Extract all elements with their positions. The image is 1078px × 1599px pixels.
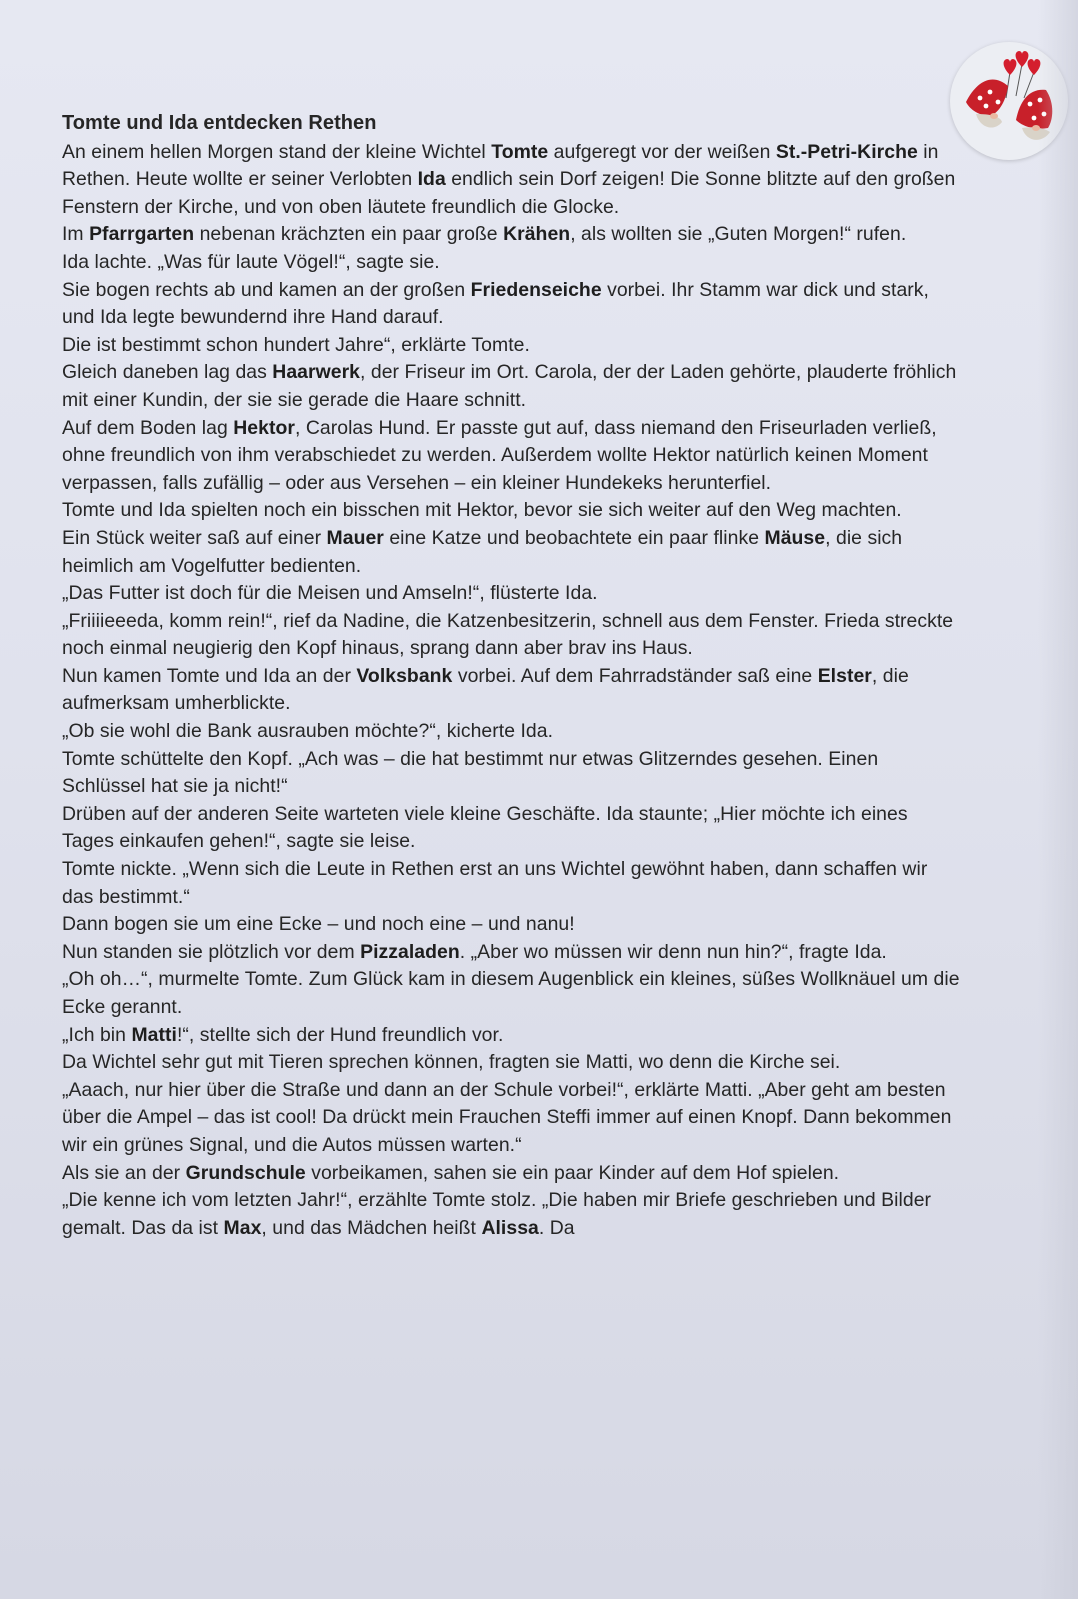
text-run: , als wollten sie „Guten Morgen!“ rufen. (570, 223, 907, 246)
story-paragraph (62, 332, 962, 360)
story-paragraph (62, 1022, 962, 1050)
story-paragraph (62, 856, 962, 911)
text-run: „Friiiieeeda, komm rein!“, rief da Nadine, die Katzenbesitzerin, schnell aus dem Fenster. Frieda streckte noch einmal neugierig den Kopf hinaus, sprang dann aber brav ins Haus. (62, 609, 954, 660)
highlighted-term: St.-Petri-Kirche (775, 140, 918, 163)
text-run: vorbei. Ihr Stamm war dick und stark, und Ida legte bewundernd ihre Hand darauf. (62, 278, 929, 329)
text-run: An einem hellen Morgen stand der kleine Wichtel (62, 140, 492, 163)
text-run: „Das Futter ist doch für die Meisen und Amseln!“, flüsterte Ida. (62, 582, 598, 605)
text-run: Auf dem Boden lag (62, 416, 234, 439)
highlighted-term: Matti (131, 1023, 177, 1046)
highlighted-term: Volksbank (356, 664, 453, 687)
highlighted-term: Alissa (481, 1216, 539, 1239)
highlighted-term: Tomte (491, 140, 549, 163)
text-run: Nun standen sie plötzlich vor dem (62, 940, 361, 963)
highlighted-term: Elster (817, 664, 872, 687)
story-paragraph (62, 497, 962, 525)
text-run: „Oh oh…“, murmelte Tomte. Zum Glück kam in diesem Augenblick ein kleines, süßes Wollknäuel um die Ecke gerannt. (62, 968, 960, 1018)
text-run: in Rethen. Heute wollte er seiner Verlobten (62, 140, 939, 191)
text-run: Ida lachte. „Was für laute Vögel!“, sagte sie. (62, 250, 440, 273)
story-paragraph (62, 663, 962, 718)
text-run: Nun kamen Tomte und Ida an der (62, 664, 357, 687)
text-run: Im (62, 223, 90, 246)
text-run: , und das Mädchen heißt (261, 1216, 482, 1239)
highlighted-term: Max (223, 1216, 262, 1239)
story-paragraph (62, 139, 962, 222)
highlighted-term: Mauer (326, 526, 384, 549)
text-run: , der Friseur im Ort. Carola, der der Laden gehörte, plauderte fröhlich mit einer Kundin, der sie sie gerade die Haare schnitt. (62, 361, 957, 411)
text-run: endlich sein Dorf zeigen! Die Sonne blitzte auf den großen Fenstern der Kirche, und von oben läutete freundlich die Glocke. (62, 168, 956, 218)
story-paragraph (62, 939, 962, 967)
story-paragraph (62, 1160, 962, 1188)
story-paragraph (62, 1187, 962, 1242)
highlighted-term: Friedenseiche (470, 278, 602, 301)
text-run: Dann bogen sie um eine Ecke – und noch eine – und nanu! (62, 913, 575, 936)
story-paragraph (62, 249, 962, 277)
gnome-couple-with-hearts-icon (950, 42, 1068, 160)
story-paragraph (62, 359, 962, 414)
text-run: Tomte nickte. „Wenn sich die Leute in Rethen erst an uns Wichtel gewöhnt haben, dann schaffen wir das bestimmt.“ (62, 858, 928, 908)
text-run: „Die kenne ich vom letzten Jahr!“, erzählte Tomte stolz. „Die haben mir Briefe geschrieben und Bilder gemalt. Das da ist (62, 1189, 932, 1239)
text-run: nebenan krächzten ein paar große (194, 223, 504, 246)
text-run: , die sich heimlich am Vogelfutter bedienten. (62, 526, 903, 577)
text-run: , Carolas Hund. Er passte gut auf, dass niemand den Friseurladen verließ, ohne freundlich von ihm verabschiedet zu werden. Außerdem wollte Hektor natürlich keinen Moment verpassen, falls zufällig – oder aus Versehen – ein kleiner Hundekeks herunterfiel. (62, 416, 937, 494)
story-paragraph (62, 1049, 962, 1077)
text-run: Tomte und Ida spielten noch ein bisschen mit Hektor, bevor sie sich weiter auf den Weg machten. (62, 499, 902, 522)
text-run: Da Wichtel sehr gut mit Tieren sprechen können, fragten sie Matti, wo denn die Kirche sei. (62, 1051, 841, 1074)
story-paragraph (62, 221, 962, 249)
text-run: „Aaach, nur hier über die Straße und dann an der Schule vorbei!“, erklärte Matti. „Aber geht am besten über die Ampel – das ist cool! Da drückt mein Frauchen Steffi immer auf einen Knopf. Dann bekommen wir ein grünes Signal, und die Autos müssen warten.“ (62, 1078, 952, 1156)
story-paragraph (62, 746, 962, 801)
story-paragraph (62, 608, 962, 663)
text-run: , die aufmerksam umherblickte. (62, 664, 909, 715)
text-run: „Ich bin (62, 1023, 132, 1046)
highlighted-term: Grundschule (185, 1161, 306, 1184)
story-paragraph (62, 718, 962, 746)
text-run: Sie bogen rechts ab und kamen an der großen (62, 278, 471, 301)
text-run: vorbei. Auf dem Fahrradständer saß eine (452, 664, 818, 687)
highlighted-term: Krähen (503, 223, 571, 246)
story-paragraph (62, 801, 962, 856)
highlighted-term: Mäuse (764, 526, 826, 549)
story-paragraph (62, 415, 962, 498)
text-run: Tomte schüttelte den Kopf. „Ach was – die hat bestimmt nur etwas Glitzerndes gesehen. Einen Schlüssel hat sie ja nicht!“ (62, 747, 879, 798)
document-title: Tomte und Ida entdecken Rethen (62, 112, 377, 134)
story-paragraph (62, 580, 962, 608)
highlighted-term: Haarwerk (272, 361, 361, 384)
highlighted-term: Hektor (233, 416, 295, 439)
text-run: eine Katze und beobachtete ein paar flinke (383, 526, 765, 549)
story-paragraph (62, 966, 962, 1021)
highlighted-term: Pfarrgarten (89, 223, 195, 246)
text-run: vorbeikamen, sahen sie ein paar Kinder auf dem Hof spielen. (305, 1161, 840, 1184)
text-run: „Ob sie wohl die Bank ausrauben möchte?“, kicherte Ida. (62, 720, 554, 743)
text-run: Ein Stück weiter saß auf einer (62, 526, 327, 549)
gnome-sticker (950, 42, 1068, 160)
highlighted-term: Ida (417, 168, 446, 191)
text-run: Gleich daneben lag das (62, 361, 273, 384)
story-paragraph (62, 911, 962, 939)
story-paragraph (62, 525, 962, 580)
text-run: !“, stellte sich der Hund freundlich vor. (176, 1023, 504, 1046)
story-paragraph (62, 1077, 962, 1160)
text-run: . Da (538, 1216, 575, 1239)
highlighted-term: Pizzaladen (360, 940, 460, 963)
text-run: Als sie an der (62, 1161, 186, 1184)
text-run: Drüben auf der anderen Seite warteten viele kleine Geschäfte. Ida staunte; „Hier möchte ich eines Tages einkaufen gehen!“, sagte sie leise. (62, 802, 908, 853)
text-run: . „Aber wo müssen wir denn nun hin?“, fragte Ida. (459, 940, 887, 963)
story-paragraph (62, 277, 962, 332)
text-run: aufgeregt vor der weißen (548, 140, 776, 163)
story-text (62, 110, 962, 1242)
text-run: Die ist bestimmt schon hundert Jahre“, erklärte Tomte. (62, 333, 530, 356)
